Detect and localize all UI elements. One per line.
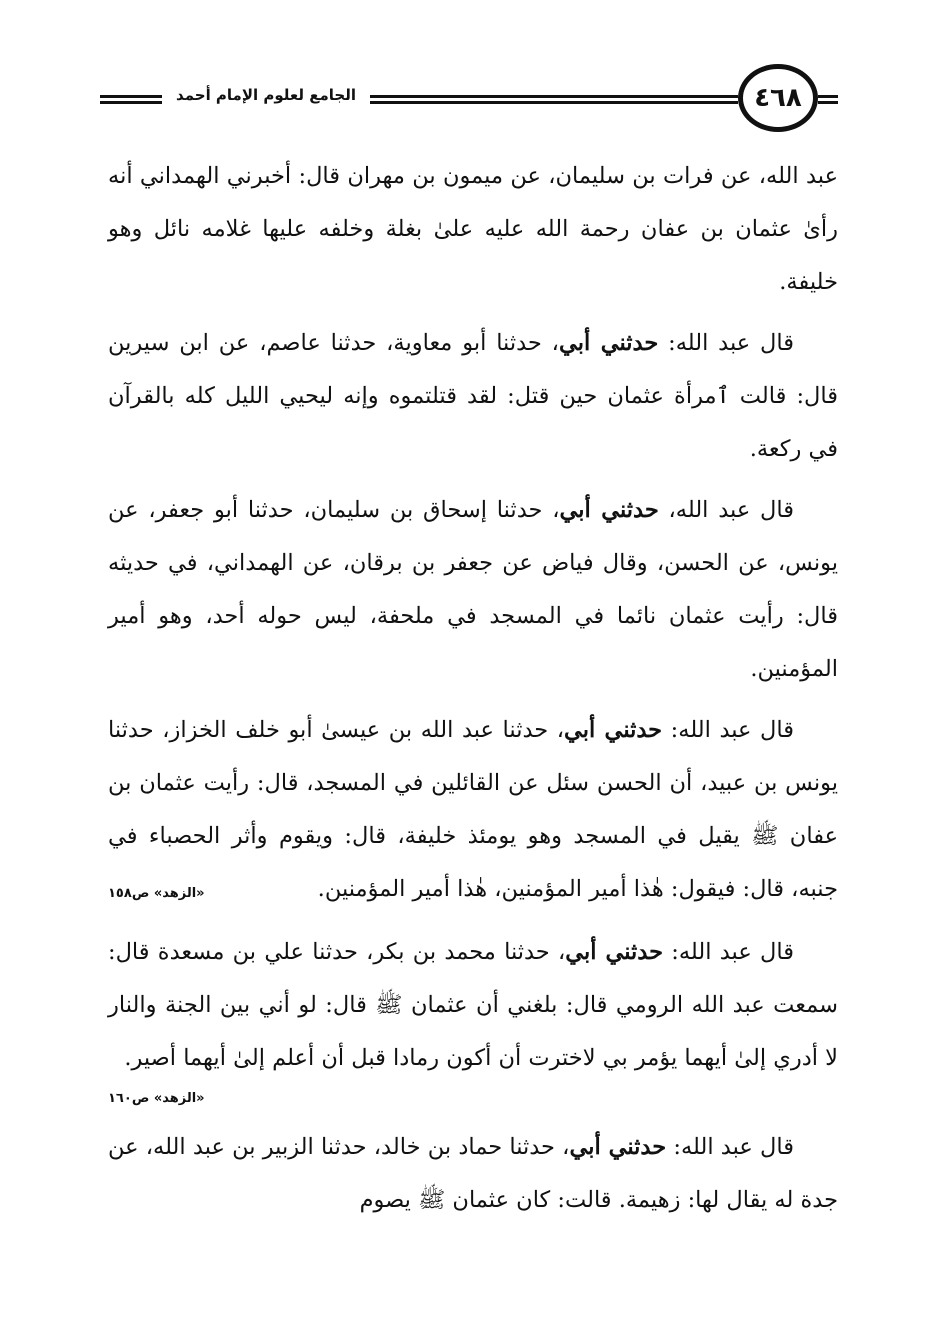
paragraph: قال عبد الله: حدثني أبي، حدثنا حماد بن خالد، حدثنا الزبير بن عبد الله، عن جدة له يقال لها: زهيمة. قالت: كان عثمان ﷺ يصوم [108, 1134, 838, 1213]
header-rule [100, 95, 162, 98]
source-reference: «الزهد» ص١٦٠ [108, 1091, 205, 1106]
page-number: ٤٦٨ [738, 64, 818, 132]
narrator-phrase: حدثني أبي [558, 330, 659, 356]
paragraph: قال عبد الله، حدثني أبي، حدثنا إسحاق بن سليمان، حدثنا أبو جعفر، عن يونس، عن الحسن، وقال فياض عن جعفر بن برقان، عن الهمداني، في حديثه قال: رأيت عثمان نائما في المسجد في ملحفة، ليس حوله أحد، وهو أمير المؤمنين. [108, 497, 838, 682]
page-body [108, 150, 838, 1235]
narrator-phrase: حدثني أبي [559, 497, 659, 523]
header-rule [818, 95, 838, 98]
header-rule [370, 101, 738, 104]
paragraph: عبد الله، عن فرات بن سليمان، عن ميمون بن مهران قال: أخبرني الهمداني أنه رأىٰ عثمان بن عفان رحمة الله عليه علىٰ بغلة وخلفه عليها غلامه نائل وهو خليفة. [108, 163, 838, 295]
narrator-phrase: حدثني أبي [569, 1134, 667, 1160]
header-rule [100, 101, 162, 104]
paragraph: قال عبد الله: حدثني أبي، حدثنا محمد بن بكر، حدثنا علي بن مسعدة قال: سمعت عبد الله الرومي قال: بلغني أن عثمان ﷺ قال: لو أني بين الجنة والنار لا أدري إلىٰ أيهما يؤمر بي لاخترت أن أكون رمادا قبل أن أعلم إلىٰ أيهما أصير. [108, 939, 838, 1071]
source-reference: «الزهد» ص١٥٨ [108, 886, 205, 901]
paragraph: قال عبد الله: حدثني أبي، حدثنا أبو معاوية، حدثنا عاصم، عن ابن سيرين قال: قالت ٱمرأة عثمان حين قتل: لقد قتلتموه وإنه ليحيي الليل كله بالقرآن في ركعة. [108, 330, 838, 462]
paragraph: قال عبد الله: حدثني أبي، حدثنا عبد الله بن عيسىٰ أبو خلف الخزاز، حدثنا يونس بن عبيد، أن الحسن سئل عن القائلين في المسجد، قال: رأيت عثمان بن عفان ﷺ يقيل في المسجد وهو يومئذ خليفة، قال: ويقوم وأثر الحصباء في جنبه، قال: فيقول: هٰذا أمير المؤمنين، هٰذا أمير المؤمنين. [108, 717, 838, 902]
running-title: الجامع لعلوم الإمام أحمد [176, 86, 356, 104]
header-rule [818, 101, 838, 104]
page-header [100, 58, 838, 138]
header-rule [370, 95, 738, 98]
narrator-phrase: حدثني أبي [565, 939, 663, 965]
narrator-phrase: حدثني أبي [564, 717, 663, 743]
